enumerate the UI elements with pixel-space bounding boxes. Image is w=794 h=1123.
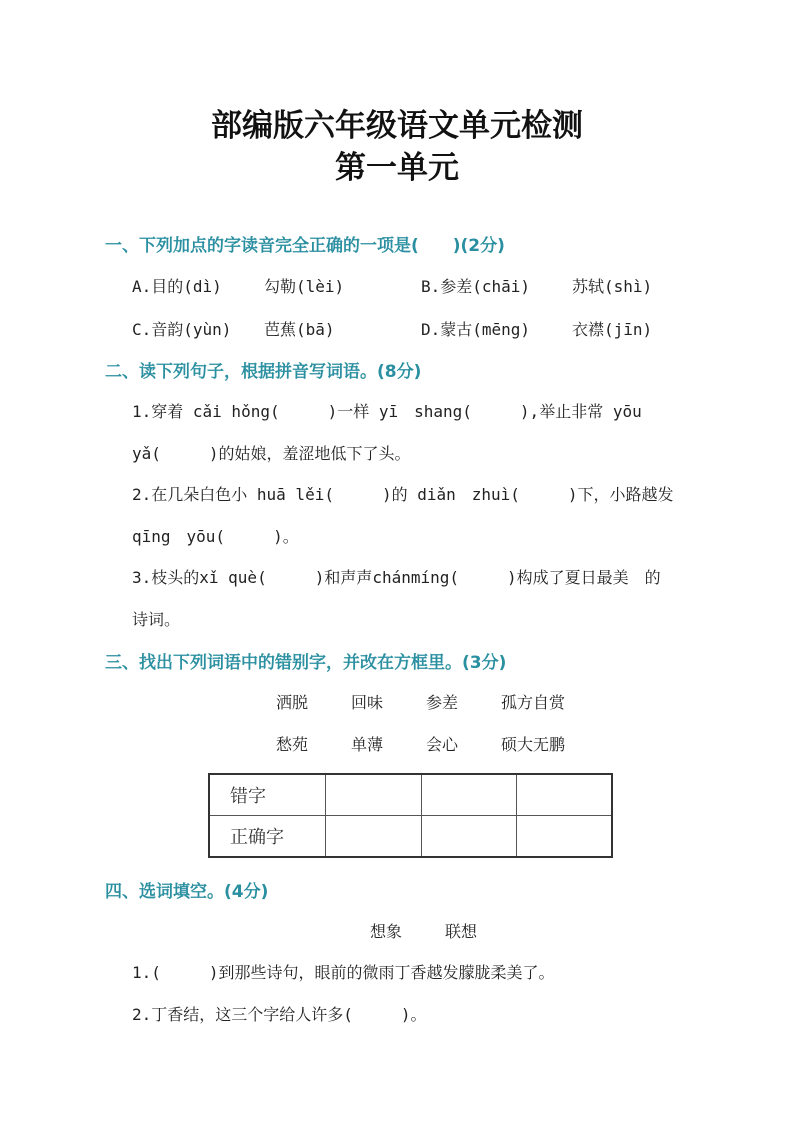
q1-option: A.目的(dì) bbox=[132, 277, 222, 296]
q3-word: 回味 bbox=[351, 693, 384, 712]
q3-word: 单薄 bbox=[351, 735, 384, 754]
q2-line: 3.枝头的xǐ què( )和声声chánmíng( )构成了夏日最美 的 bbox=[132, 568, 661, 587]
q1-option: 衣襟(jīn) bbox=[572, 320, 653, 339]
page-subtitle: 第一单元 bbox=[335, 150, 459, 186]
q3-heading: 三、找出下列词语中的错别字，并改在方框里。(3分) bbox=[105, 653, 507, 673]
answer-cell[interactable] bbox=[421, 816, 516, 858]
q2-line: 诗词。 bbox=[132, 610, 181, 629]
q2-line: yǎ( )的姑娘，羞涩地低下了头。 bbox=[132, 444, 411, 463]
q1-option: 勾勒(lèi) bbox=[264, 277, 345, 296]
q3-word: 孤方自赏 bbox=[501, 693, 566, 712]
table-row bbox=[209, 774, 612, 816]
q1-option: D.蒙古(mēng) bbox=[421, 320, 531, 339]
q2-line: 2.在几朵白色小 huā lěi( )的 diǎn zhuì( )下，小路越发 bbox=[132, 485, 674, 504]
q4-choice: 想象 bbox=[370, 922, 403, 941]
table-label-correct: 正确字 bbox=[209, 816, 326, 858]
q4-heading: 四、选词填空。(4分) bbox=[105, 882, 269, 902]
q1-option: C.音韵(yùn) bbox=[132, 320, 232, 339]
q4-choice: 联想 bbox=[445, 922, 478, 941]
q1-option: 苏轼(shì) bbox=[572, 277, 653, 296]
q2-line: 1.穿着 cǎi hǒng( )一样 yī shang( ),举止非常 yōu bbox=[132, 402, 642, 421]
answer-cell[interactable] bbox=[326, 816, 421, 858]
q1-option: B.参差(chāi) bbox=[421, 277, 531, 296]
q1-option: 芭蕉(bā) bbox=[264, 320, 335, 339]
q4-line: 1.( )到那些诗句，眼前的微雨丁香越发朦胧柔美了。 bbox=[132, 963, 555, 982]
q3-word: 洒脱 bbox=[276, 693, 309, 712]
answer-cell[interactable] bbox=[326, 774, 421, 816]
q4-line: 2.丁香结，这三个字给人许多( )。 bbox=[132, 1005, 427, 1024]
table-row bbox=[209, 816, 612, 858]
q3-word: 参差 bbox=[426, 693, 459, 712]
q2-line: qīng yōu( )。 bbox=[132, 527, 299, 546]
correction-table bbox=[208, 773, 613, 858]
q3-word: 硕大无鹏 bbox=[501, 735, 566, 754]
q2-heading: 二、读下列句子，根据拼音写词语。(8分) bbox=[105, 362, 422, 382]
answer-cell[interactable] bbox=[516, 816, 612, 858]
table-label-wrong: 错字 bbox=[209, 774, 326, 816]
page-title: 部编版六年级语文单元检测 bbox=[211, 108, 583, 144]
answer-cell[interactable] bbox=[421, 774, 516, 816]
q1-heading: 一、下列加点的字读音完全正确的一项是( )(2分) bbox=[105, 236, 505, 256]
answer-cell[interactable] bbox=[516, 774, 612, 816]
q3-word: 愁苑 bbox=[276, 735, 309, 754]
q3-word: 会心 bbox=[426, 735, 459, 754]
